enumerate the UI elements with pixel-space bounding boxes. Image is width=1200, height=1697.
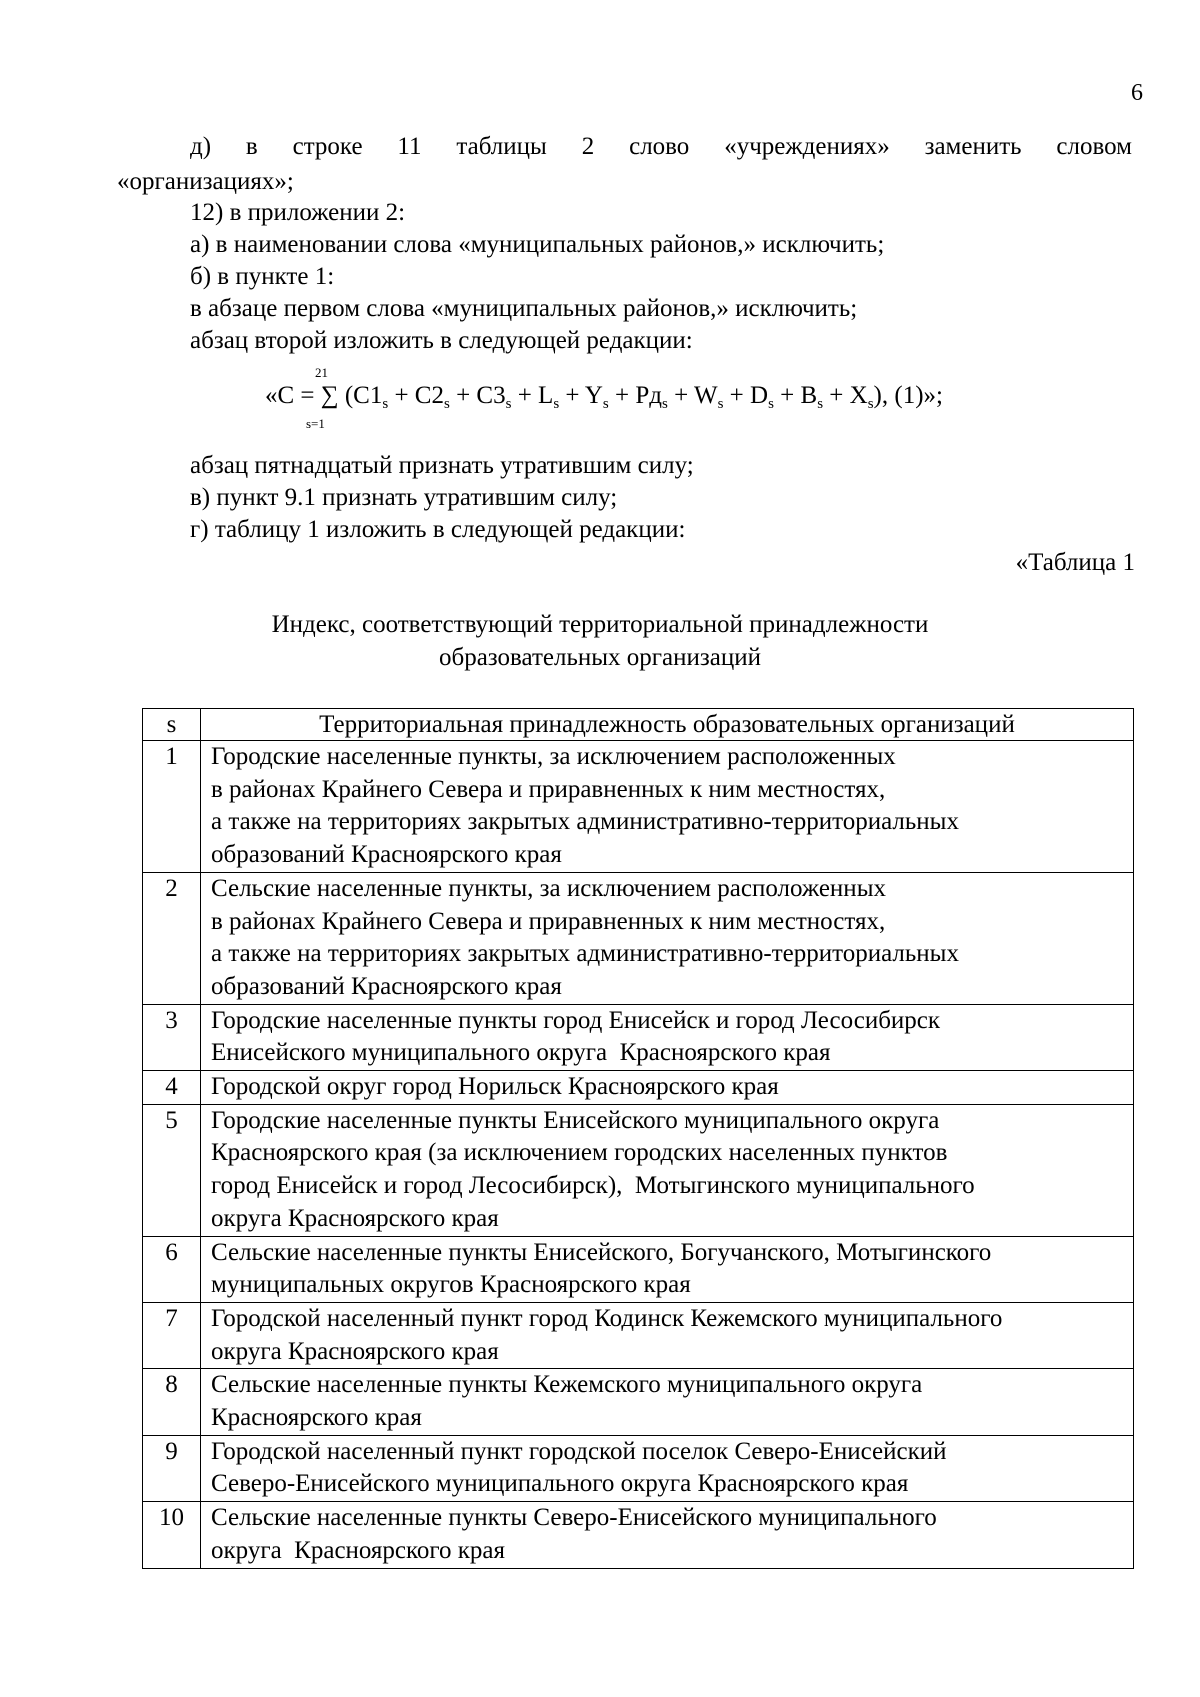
paragraph-b-abzac2: абзац второй изложить в следующей редакции: [190, 327, 693, 354]
territory-line: округа Красноярского края [211, 1204, 499, 1232]
header-territory: Территориальная принадлежность образовательных организаций [201, 709, 1134, 741]
row-index-cell: 5 [143, 1104, 201, 1236]
row-territory-cell [201, 1369, 1134, 1435]
row-index-cell: 10 [143, 1502, 201, 1568]
row-territory-cell [201, 1302, 1134, 1368]
territory-line: Красноярского края (за исключением городских населенных пунктов [211, 1139, 948, 1167]
territory-line: образований Красноярского края [211, 972, 562, 1000]
row-index-cell: 2 [143, 872, 201, 1004]
territory-line: Городской населенный пункт городской поселок Северо-Енисейский [211, 1437, 947, 1465]
table-header-row [143, 709, 1134, 741]
paragraph-b-abzac1: в абзаце первом слова «муниципальных районов,» исключить; [190, 295, 858, 322]
territory-line: а также на территориях закрытых административно-территориальных [211, 940, 959, 968]
territory-line: Городской населенный пункт город Кодинск Кежемского муниципального [211, 1304, 1003, 1332]
paragraph-g: г) таблицу 1 изложить в следующей редакции: [190, 516, 686, 543]
row-index-cell: 6 [143, 1236, 201, 1302]
territory-line: Северо-Енисейского муниципального округа Красноярского края [211, 1470, 909, 1498]
row-index-cell: 3 [143, 1004, 201, 1070]
territory-line: Городские населенные пункты Енисейского муниципального округа [211, 1106, 940, 1134]
territory-line: муниципальных округов Красноярского края [211, 1271, 691, 1299]
row-index-cell: 7 [143, 1302, 201, 1368]
paragraph-b: б) в пункте 1: [190, 263, 335, 290]
territory-line: а также на территориях закрытых административно-территориальных [211, 808, 959, 836]
table-title-line2: образовательных организаций [438, 644, 761, 671]
table-label: «Таблица 1 [1015, 549, 1135, 576]
table-row [143, 1071, 1134, 1105]
row-index-cell: 8 [143, 1369, 201, 1435]
territory-line: Городские населенные пункты, за исключением расположенных [211, 743, 896, 770]
territory-line: округа Красноярского края [211, 1536, 506, 1564]
table-row [143, 1302, 1134, 1368]
table-row [143, 1502, 1134, 1568]
paragraph-d-line1: д) в строке 11 таблицы 2 слово «учреждениях» заменить словом [190, 133, 1132, 160]
territory-line: Сельские населенные пункты Кежемского муниципального округа [211, 1371, 923, 1399]
row-territory-cell [201, 1435, 1134, 1501]
table-row [143, 1104, 1134, 1236]
row-index-cell: 4 [143, 1071, 201, 1105]
table-row [143, 872, 1134, 1004]
index-table [142, 708, 1134, 1569]
sum-upper-limit: 21 [315, 365, 328, 380]
row-territory-cell [201, 741, 1134, 873]
table-body [143, 741, 1134, 1569]
row-index-cell: 9 [143, 1435, 201, 1501]
row-territory-cell [201, 872, 1134, 1004]
table-title [0, 608, 1200, 674]
territory-line: Енисейского муниципального округа Красноярского края [211, 1039, 831, 1067]
table-row [143, 741, 1134, 873]
paragraph-d-line2: «организациях»; [117, 168, 294, 195]
territory-line: Сельские населенные пункты, за исключением расположенных [211, 874, 886, 902]
page-number: 6 [1131, 80, 1143, 106]
paragraph-v: в) пункт 9.1 признать утратившим силу; [190, 484, 618, 511]
territory-line: Красноярского края [211, 1404, 422, 1432]
paragraph-abzac15: абзац пятнадцатый признать утратившим силу; [190, 452, 694, 479]
territory-line: образований Красноярского края [211, 841, 562, 869]
paragraph-a: а) в наименовании слова «муниципальных районов,» исключить; [190, 231, 885, 258]
territory-line: в районах Крайнего Севера и приравненных к ним местностях, [211, 907, 886, 935]
territory-line: Сельские населенные пункты Енисейского, Богучанского, Мотыгинского [211, 1238, 992, 1266]
paragraph-item-12: 12) в приложении 2: [190, 199, 406, 226]
row-territory-cell [201, 1104, 1134, 1236]
row-index-cell: 1 [143, 741, 201, 873]
territory-line: округа Красноярского края [211, 1337, 499, 1365]
row-territory-cell [201, 1071, 1134, 1105]
table-title-line1: Индекс, соответствующий территориальной принадлежности [271, 611, 929, 638]
formula: «C = ∑ $(C1_s + C2_s + C3_s + L_s + Y_s + Pд_s + W_s + D_s + B_s + X_s)$, (1)»; [265, 382, 943, 412]
territory-line: в районах Крайнего Севера и приравненных к ним местностях, [211, 775, 886, 803]
territory-line: город Енисейск и город Лесосибирск), Мотыгинского муниципального [211, 1172, 975, 1200]
header-s: s [143, 709, 201, 741]
territory-line: Сельские населенные пункты Северо-Енисейского муниципального [211, 1504, 937, 1532]
table-row [143, 1369, 1134, 1435]
table-row [143, 1236, 1134, 1302]
row-territory-cell [201, 1004, 1134, 1070]
territory-line: Городские населенные пункты город Енисейск и город Лесосибирск [211, 1006, 941, 1034]
table-row [143, 1435, 1134, 1501]
row-territory-cell [201, 1502, 1134, 1568]
table-row [143, 1004, 1134, 1070]
territory-line: Городской округ город Норильск Красноярского края [211, 1073, 779, 1101]
sum-lower-limit: s=1 [306, 416, 325, 431]
row-territory-cell [201, 1236, 1134, 1302]
